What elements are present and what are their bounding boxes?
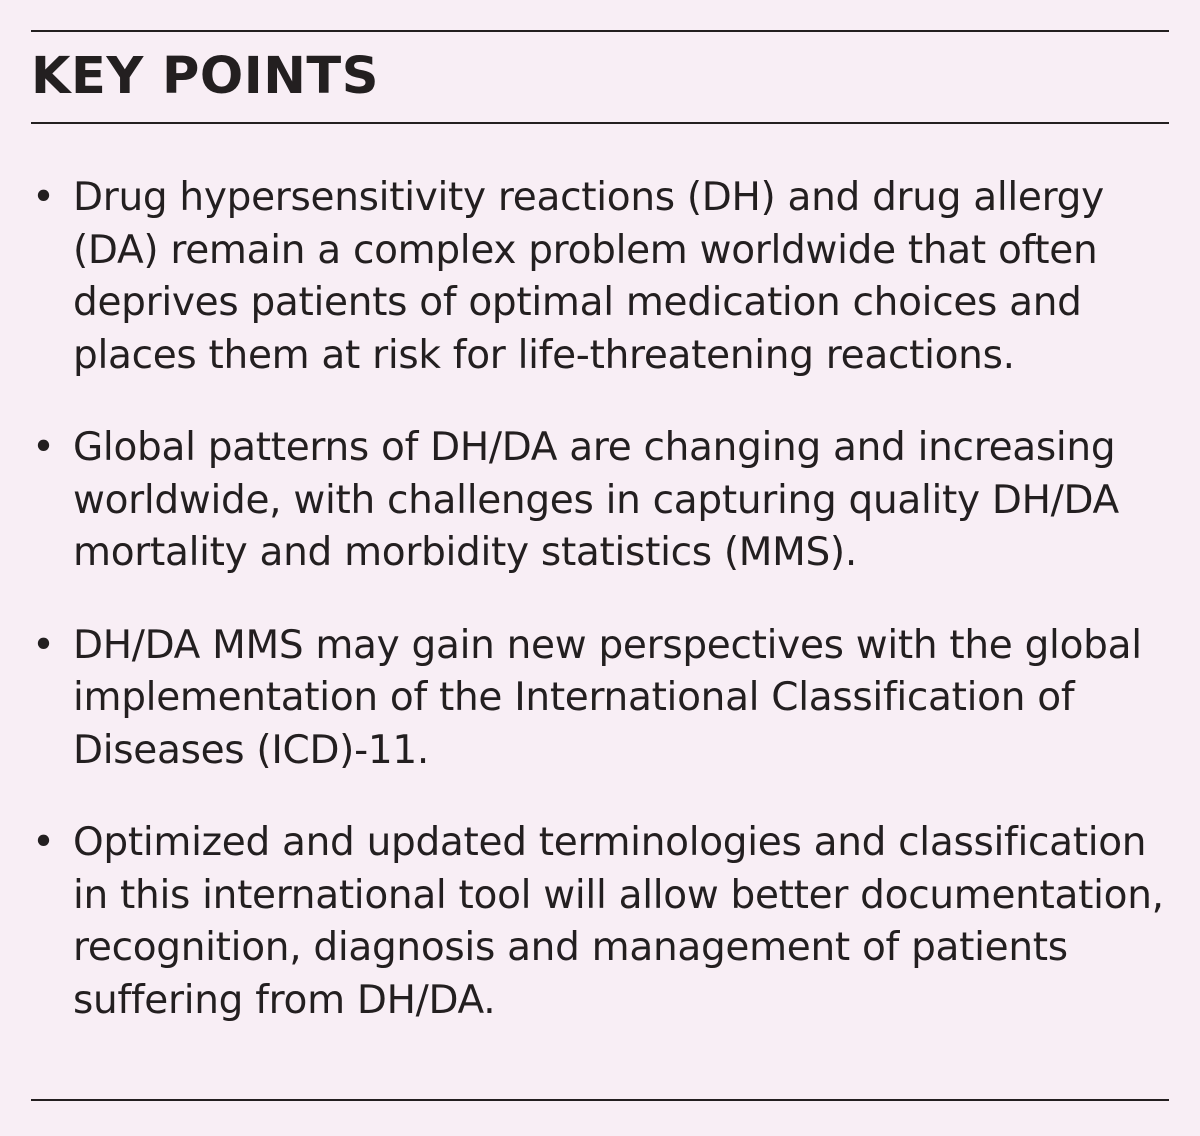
key-point-text: DH/DA MMS may gain new perspectives with the global implementation of the International Classification of Diseases (ICD)-11. [73,622,1142,773]
top-rule [31,30,1169,32]
bottom-rule [31,1099,1169,1101]
bullet-icon: • [32,425,55,470]
bullet-icon: • [32,820,55,865]
heading-rule [31,122,1169,124]
key-point-item [31,620,1169,778]
bullet-icon: • [32,622,55,668]
key-point-text: Drug hypersensitivity reactions (DH) and drug allergy (DA) remain a complex problem worldwide that often deprives patients of optimal medication choices and places them at risk for life-threatening reactions. [73,175,1104,378]
key-point-item [31,422,1169,580]
key-point-item [31,817,1169,1027]
key-points-heading: KEY POINTS [31,47,379,106]
bullet-icon: • [32,175,55,220]
key-point-text: Global patterns of DH/DA are changing and increasing worldwide, with challenges in capturing quality DH/DA mortality and morbidity statistics (MMS). [73,425,1119,575]
key-points-list [31,172,1169,1067]
key-point-text: Optimized and updated terminologies and classification in this international tool will allow better documentation, recognition, diagnosis and management of patients suffering from DH/DA. [73,820,1164,1023]
key-point-item [31,172,1169,382]
